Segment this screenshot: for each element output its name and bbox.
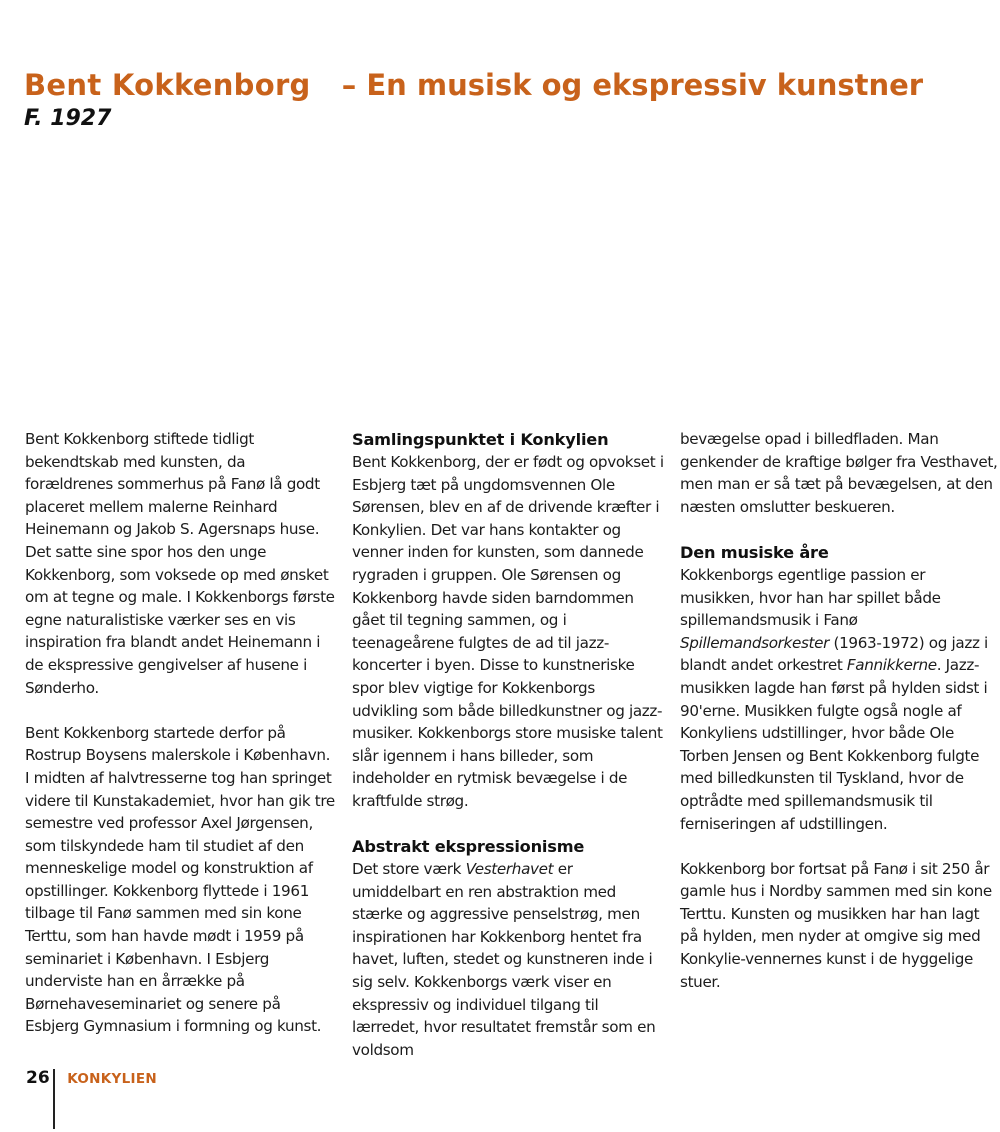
text-column-1 [25, 428, 335, 1038]
magazine-name: KONKYLIEN [67, 1071, 157, 1087]
artist-name: Bent Kokkenborg [24, 68, 311, 102]
paragraph [680, 564, 1000, 835]
section-heading: Den musiske åre [680, 542, 829, 562]
section-heading: Samlingspunktet i Konkylien [352, 430, 609, 449]
text-column-3 [680, 428, 1000, 993]
title-row [24, 68, 923, 102]
paragraph: bevægelse opad i billedfladen. Man genkender de kraftige bølger fra Vesthavet, men man er så tæt på bevægelsen, at den næsten omslutter beskueren. [680, 430, 998, 516]
page-number: 26 [26, 1068, 50, 1088]
text-span: . Jazz-musikken lagde han først på hylden sidst i 90'erne. Musikken fulgte også nogle af Konkyliens udstillinger, hvor både Ole Torben Jensen og Bent Kokkenborg fulgte med billedkunsten til Tyskland, hvor de optrådte med spillemandsmusik til ferniseringen af udstillingen. [680, 656, 988, 833]
birth-year: F. 1927 [24, 106, 112, 131]
article-title: – En musisk og ekspressiv kunstner [341, 68, 924, 102]
text-span: Det store værk [352, 860, 466, 879]
orchestra-name: Fannikkerne [846, 656, 937, 675]
page-footer [26, 1068, 157, 1088]
section-heading: Abstrakt ekspressionisme [352, 837, 585, 857]
text-column-2 [352, 428, 664, 1061]
paragraph: Bent Kokkenborg stiftede tidligt bekendtskab med kunsten, da forældrenes sommerhus på Fanø lå godt placeret mellem malerne Reinhard Heinemann og Jakob S. Agersnaps huse. Det satte sine spor hos den unge Kokkenborg, som voksede op med ønsket om at tegne og male. I Kokkenborgs første egne naturalistiske værker ses en vis inspiration fra blandt andet Heinemann i de ekspressive gengivelser af husene i Sønderho. [25, 430, 335, 697]
paragraph [352, 858, 664, 1061]
paragraph: Kokkenborg bor fortsat på Fanø i sit 250 år gamle hus i Nordby sammen med sin kone Terttu. Kunsten og musikken har han lagt på hylden, men nyder at omgive sig med Konkylie-vennernes kunst i de hyggelige stuer. [680, 859, 992, 991]
paragraph: Bent Kokkenborg startede derfor på Rostrup Boysens malerskole i København. I midten af halvtresserne tog han springet videre til Kunstakademiet, hvor han gik tre semestre ved professor Axel Jørgensen, som tilskyndede ham til studiet af den menneskelige model og konstruktion af opstillinger. Kokkenborg flyttede i 1961 tilbage til Fanø sammen med sin kone Terttu, som han havde mødt i 1959 på seminariet i København. I Esbjerg underviste han en årrække på Børnehaveseminariet og senere på Esbjerg Gymnasium i formning og kunst. [25, 723, 335, 1036]
artwork-title: Vesterhavet [465, 860, 554, 879]
text-span: (1963-1972) og jazz i blandt andet orkestret [680, 633, 988, 675]
text-span: er umiddelbart en ren abstraktion med stærke og aggressive penselstrøg, men inspirationen har Kokkenborg hentet fra havet, luften, stedet og kunstneren inde i sig selv. Kokkenborgs værk viser en ekspressiv og individuel tilgang til lærredet, hvor resultatet fremstår som en voldsom [352, 860, 656, 1059]
footer-divider [53, 1069, 55, 1129]
orchestra-name: Spillemandsorkester [680, 633, 830, 652]
text-span: Kokkenborgs egentlige passion er musikken, hvor han har spillet både spillemandsmusik i Fanø [680, 565, 941, 630]
paragraph: Bent Kokkenborg, der er født og opvokset i Esbjerg tæt på ungdomsvennen Ole Sørensen, blev en af de drivende kræfter i Konkylien. Det var hans kontakter og venner inden for kunsten, som dannede rygraden i gruppen. Ole Sørensen og Kokkenborg havde siden barndommen gået til tegning sammen, og i teenageårene fulgtes de ad til jazz-koncerter i byen. Disse to kunstneriske spor blev vigtige for Kokkenborgs udvikling som både billedkunstner og jazz-musiker. Kokkenborgs store musiske talent slår igennem i hans billeder, som indeholder en rytmisk bevægelse i de kraftfulde strøg. [352, 453, 664, 810]
